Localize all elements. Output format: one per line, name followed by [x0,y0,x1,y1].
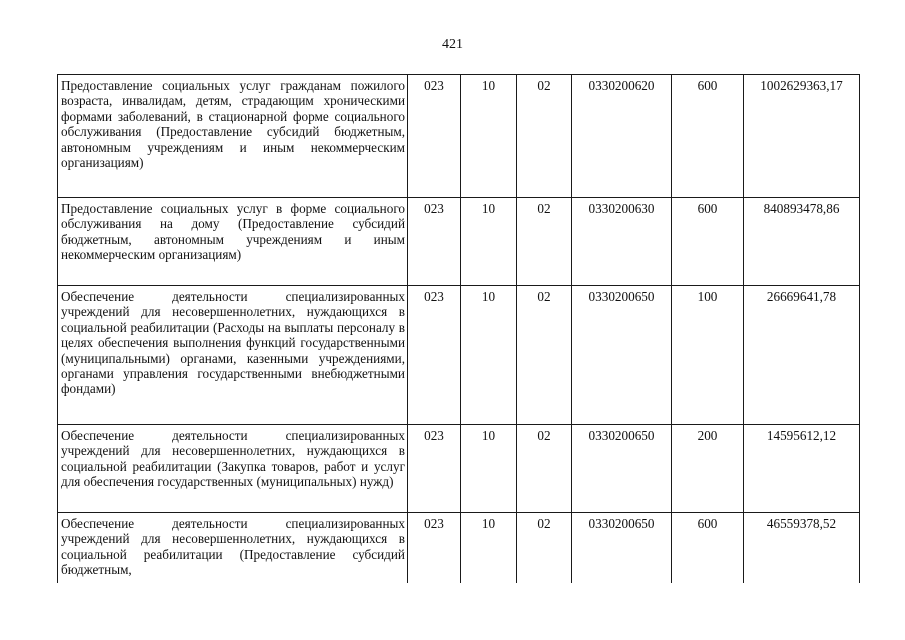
expense-type-code: 100 [672,286,744,425]
subsection-code: 02 [517,75,572,198]
ministry-code: 023 [408,425,461,513]
section-code: 10 [461,198,517,286]
budget-table [57,74,860,583]
amount-value: 46559378,52 [744,513,860,583]
section-code: 10 [461,75,517,198]
section-code: 10 [461,286,517,425]
ministry-code: 023 [408,513,461,583]
section-code: 10 [461,513,517,583]
table-row [58,425,860,513]
subsection-code: 02 [517,513,572,583]
row-description: Обеспечение деятельности специализированных учреждений для несовершеннолетних, нуждающихся в социальной реабилитации (Предоставление субсидий бюджетным, [58,513,408,583]
section-code: 10 [461,425,517,513]
ministry-code: 023 [408,198,461,286]
target-article-code: 0330200650 [572,513,672,583]
ministry-code: 023 [408,286,461,425]
target-article-code: 0330200650 [572,425,672,513]
target-article-code: 0330200630 [572,198,672,286]
expense-type-code: 600 [672,513,744,583]
amount-value: 1002629363,17 [744,75,860,198]
table-row [58,513,860,583]
table-row [58,286,860,425]
amount-value: 26669641,78 [744,286,860,425]
page-number: 421 [442,37,463,52]
ministry-code: 023 [408,75,461,198]
target-article-code: 0330200650 [572,286,672,425]
row-description: Обеспечение деятельности специализированных учреждений для несовершеннолетних, нуждающихся в социальной реабилитации (Закупка товаров, работ и услуг для обеспечения государственных (муниципальных) нужд) [58,425,408,513]
row-description: Обеспечение деятельности специализированных учреждений для несовершеннолетних, нуждающихся в социальной реабилитации (Расходы на выплаты персоналу в целях обеспечения выполнения функций государственными (муниципальными) органами, казенными учреждениями, органами управления государственными внебюджетными фондами) [58,286,408,425]
amount-value: 14595612,12 [744,425,860,513]
subsection-code: 02 [517,198,572,286]
subsection-code: 02 [517,425,572,513]
expense-type-code: 600 [672,198,744,286]
amount-value: 840893478,86 [744,198,860,286]
subsection-code: 02 [517,286,572,425]
table-row [58,198,860,286]
expense-type-code: 600 [672,75,744,198]
table-row [58,75,860,198]
expense-type-code: 200 [672,425,744,513]
row-description: Предоставление социальных услуг гражданам пожилого возраста, инвалидам, детям, страдающим хроническими формами заболеваний, в стационарной форме социального обслуживания (Предоставление субсидий бюджетным, автономным учреждениям и иным некоммерческим организациям) [58,75,408,198]
row-description: Предоставление социальных услуг в форме социального обслуживания на дому (Предоставление субсидий бюджетным, автономным учреждениям и иным некоммерческим организациям) [58,198,408,286]
target-article-code: 0330200620 [572,75,672,198]
